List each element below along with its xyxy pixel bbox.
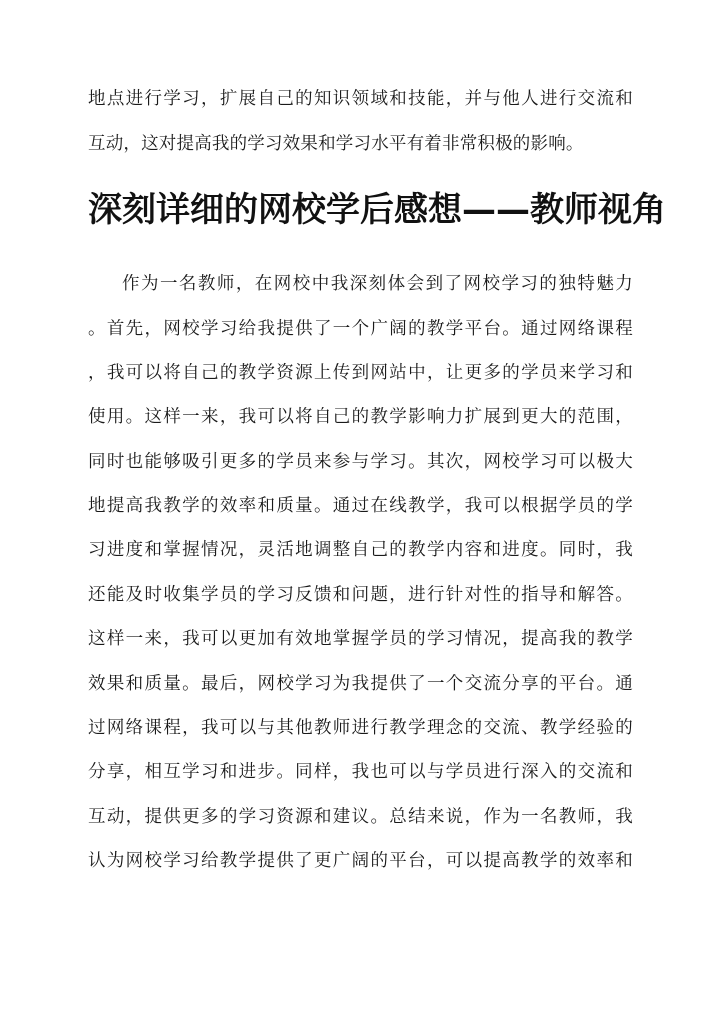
paragraph-line-1: 作为一名教师，在网校中我深刻体会到了网校学习的独特魅力 <box>122 274 633 294</box>
paragraph-line-2: 。首先，网校学习给我提供了一个广阔的教学平台。通过网络课程 <box>88 319 633 339</box>
paragraph-line-14: 认为网校学习给教学提供了更广阔的平台，可以提高教学的效率和 <box>88 851 633 871</box>
paragraph-line-8: 还能及时收集学员的学习反馈和问题，进行针对性的指导和解答。 <box>88 585 633 605</box>
paragraph-line-13: 互动，提供更多的学习资源和建议。总结来说，作为一名教师，我 <box>88 807 633 827</box>
paragraph-line-5: 同时也能够吸引更多的学员来参与学习。其次，网校学习可以极大 <box>88 452 633 472</box>
paragraph-line-3: ，我可以将自己的教学资源上传到网站中，让更多的学员来学习和 <box>88 363 633 383</box>
paragraph-line-4: 使用。这样一来，我可以将自己的教学影响力扩展到更大的范围， <box>88 407 633 427</box>
intro-line-1: 地点进行学习，扩展自己的知识领域和技能，并与他人进行交流和 <box>88 89 633 109</box>
intro-line-2: 互动，这对提高我的学习效果和学习水平有着非常积极的影响。 <box>88 134 584 154</box>
paragraph-line-6: 地提高我教学的效率和质量。通过在线教学，我可以根据学员的学 <box>88 496 633 516</box>
section-title: 深刻详细的网校学后感想——教师视角 <box>88 190 666 230</box>
paragraph-line-9: 这样一来，我可以更加有效地掌握学员的学习情况，提高我的教学 <box>88 629 633 649</box>
paragraph-line-11: 过网络课程，我可以与其他教师进行教学理念的交流、教学经验的 <box>88 718 633 738</box>
paragraph-line-10: 效果和质量。最后，网校学习为我提供了一个交流分享的平台。通 <box>88 674 633 694</box>
paragraph-line-12: 分享，相互学习和进步。同样，我也可以与学员进行深入的交流和 <box>88 762 633 782</box>
paragraph-line-7: 习进度和掌握情况，灵活地调整自己的教学内容和进度。同时，我 <box>88 540 633 560</box>
